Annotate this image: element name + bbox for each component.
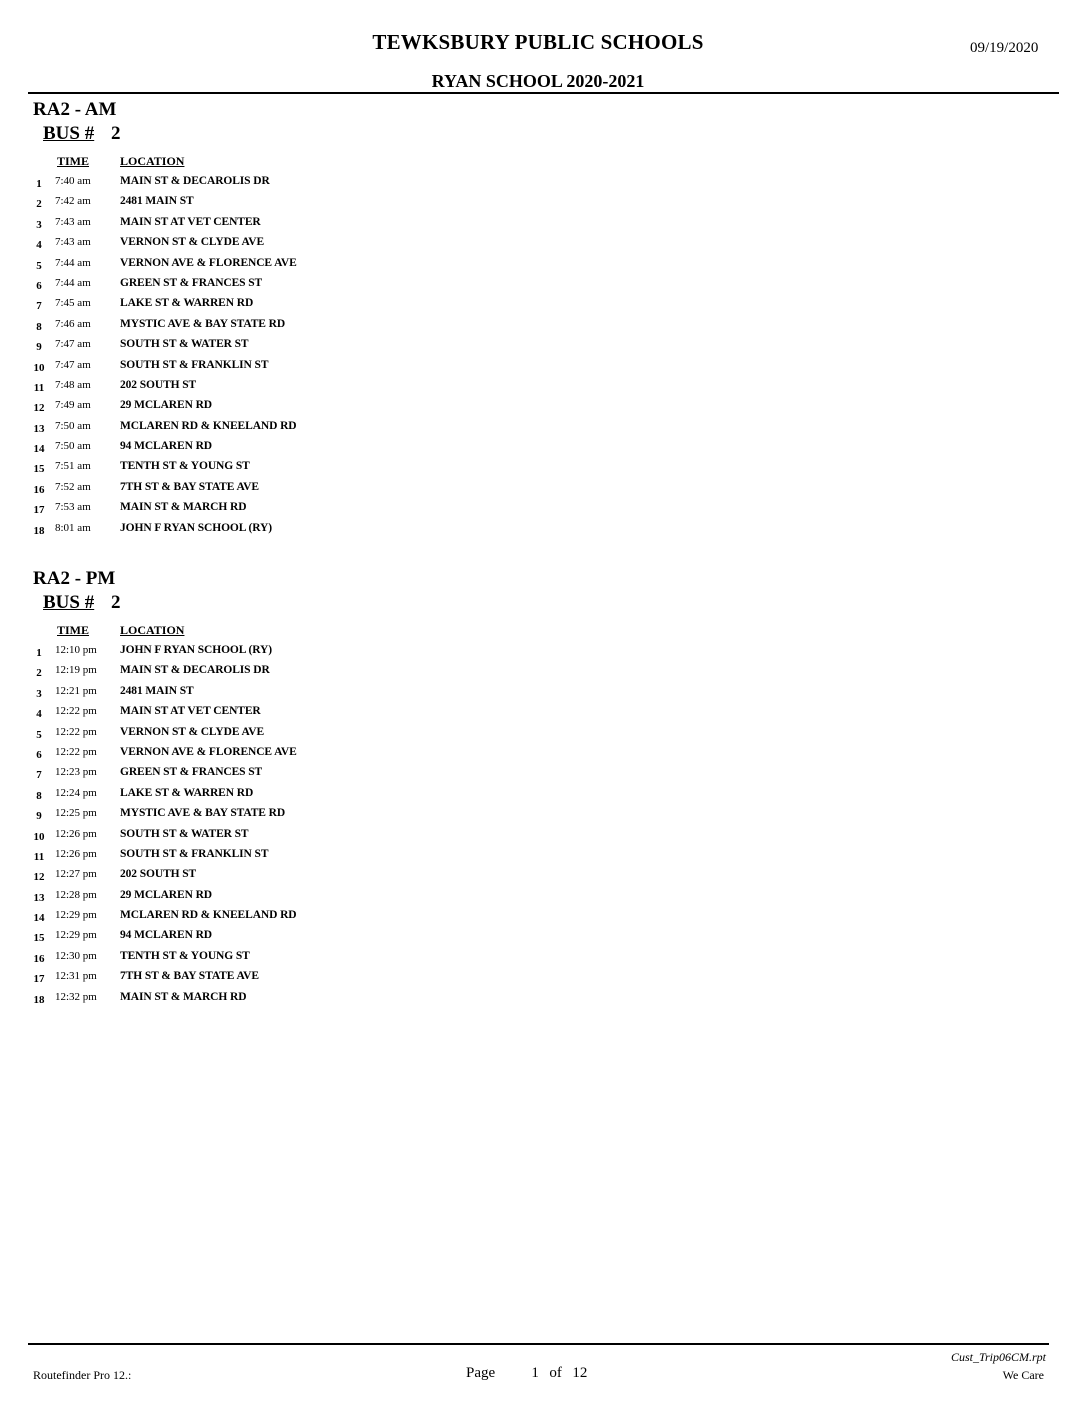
report-file-name: Cust_Trip06CM.rpt: [950, 1350, 1046, 1364]
stop-row: [33, 927, 733, 947]
stop-row: [33, 642, 733, 662]
stop-row: [33, 968, 733, 988]
stop-time: 12:25 pm: [55, 807, 97, 820]
stop-number: 10: [33, 830, 45, 843]
stop-time: 12:10 pm: [55, 644, 97, 656]
stop-row: [33, 907, 733, 927]
page-total: 12: [572, 1365, 588, 1381]
stop-time: 12:29 pm: [55, 909, 97, 922]
stop-row: [33, 989, 733, 1009]
stop-location: MAIN ST AT VET CENTER: [120, 705, 261, 718]
stop-time: 12:30 pm: [55, 949, 97, 962]
route-section-am: [33, 97, 733, 540]
stop-row: [33, 377, 733, 397]
stop-time: 12:22 pm: [55, 745, 97, 758]
stop-number: 13: [33, 891, 45, 904]
stop-number: 7: [36, 769, 42, 782]
stop-time: 12:23 pm: [55, 766, 97, 779]
stop-time: 7:43 am: [55, 236, 91, 249]
stop-time: 12:21 pm: [55, 684, 97, 697]
bus-line: [33, 592, 733, 619]
bus-number: 2: [111, 592, 121, 613]
stop-time: 12:26 pm: [55, 827, 97, 840]
page-indicator: [466, 1365, 587, 1382]
route-title: RA2 - PM: [33, 568, 116, 589]
stop-time: 7:40 am: [55, 175, 91, 187]
stop-time: 7:47 am: [55, 358, 91, 371]
footer-divider: [28, 1343, 1049, 1345]
stop-location: MAIN ST & MARCH RD: [120, 501, 247, 514]
stop-row: [33, 846, 733, 866]
stop-location: MCLAREN RD & KNEELAND RD: [120, 419, 297, 432]
column-headers: [33, 619, 733, 642]
stop-number: 2: [36, 198, 42, 211]
stop-row: [33, 887, 733, 907]
stop-location: 7TH ST & BAY STATE AVE: [120, 970, 259, 983]
stop-time: 12:24 pm: [55, 786, 97, 799]
stop-location: JOHN F RYAN SCHOOL (RY): [120, 644, 272, 656]
stop-number: 11: [33, 381, 45, 394]
stop-row: [33, 866, 733, 886]
page-current: 1: [531, 1365, 539, 1381]
stop-location: SOUTH ST & FRANKLIN ST: [120, 847, 269, 860]
stop-time: 7:50 am: [55, 440, 91, 453]
stop-location: SOUTH ST & WATER ST: [120, 338, 249, 351]
stop-location: 7TH ST & BAY STATE AVE: [120, 480, 259, 493]
stop-row: [33, 479, 733, 499]
stop-time: 7:43 am: [55, 215, 91, 228]
stop-time: 7:44 am: [55, 276, 91, 289]
stop-number: 18: [33, 524, 45, 537]
stop-time: 12:19 pm: [55, 664, 97, 677]
stop-location: GREEN ST & FRANCES ST: [120, 766, 263, 779]
stop-row: [33, 418, 733, 438]
stop-time: 8:01 am: [55, 521, 91, 534]
stop-location: GREEN ST & FRANCES ST: [120, 276, 263, 289]
stop-location: 202 SOUTH ST: [120, 868, 197, 881]
stop-number: 4: [36, 708, 42, 721]
location-column-header: LOCATION: [120, 623, 185, 637]
stop-location: MAIN ST & DECAROLIS DR: [120, 664, 270, 677]
stop-location: 94 MCLAREN RD: [120, 440, 212, 453]
stop-row: [33, 458, 733, 478]
stop-location: MAIN ST AT VET CENTER: [120, 215, 261, 228]
stop-time: 12:27 pm: [55, 868, 97, 881]
stop-number: 12: [33, 402, 45, 415]
stop-row: [33, 397, 733, 417]
stop-row: [33, 255, 733, 275]
page-of-label: of: [549, 1365, 562, 1381]
software-name: Routefinder Pro 12.:: [33, 1368, 132, 1382]
stop-location: MYSTIC AVE & BAY STATE RD: [120, 807, 286, 820]
stop-location: 29 MCLAREN RD: [120, 888, 212, 901]
stop-time: 7:44 am: [55, 256, 91, 269]
stop-row: [33, 234, 733, 254]
stop-number: 12: [33, 871, 45, 884]
stop-location: 2481 MAIN ST: [120, 195, 194, 208]
bus-number: 2: [111, 123, 121, 144]
stop-location: SOUTH ST & FRANKLIN ST: [120, 358, 269, 371]
stop-row: [33, 764, 733, 784]
stop-list: [33, 173, 733, 540]
stop-time: 7:52 am: [55, 480, 91, 493]
stop-number: 5: [36, 728, 42, 741]
stop-number: 2: [36, 667, 42, 680]
stop-time: 7:49 am: [55, 399, 91, 412]
stop-number: 5: [36, 259, 42, 272]
stop-number: 8: [36, 320, 42, 333]
stop-row: [33, 357, 733, 377]
stop-row: [33, 316, 733, 336]
stop-time: 12:31 pm: [55, 970, 97, 983]
stop-location: 2481 MAIN ST: [120, 684, 194, 697]
bus-label: BUS #: [43, 123, 95, 144]
stop-location: TENTH ST & YOUNG ST: [120, 949, 250, 962]
stop-list: [33, 642, 733, 1009]
stop-location: 29 MCLAREN RD: [120, 399, 212, 412]
route-title: RA2 - AM: [33, 99, 117, 120]
stop-row: [33, 193, 733, 213]
stop-location: VERNON ST & CLYDE AVE: [120, 236, 265, 249]
report-title: TEWKSBURY PUBLIC SCHOOLS: [372, 30, 704, 54]
location-column-header: LOCATION: [120, 154, 185, 168]
stop-location: VERNON AVE & FLORENCE AVE: [120, 745, 297, 758]
stop-time: 7:51 am: [55, 460, 91, 473]
stop-time: 12:22 pm: [55, 705, 97, 718]
stop-time: 7:42 am: [55, 195, 91, 208]
stop-row: [33, 785, 733, 805]
stop-row: [33, 662, 733, 682]
stop-number: 17: [33, 504, 45, 517]
stop-time: 7:46 am: [55, 317, 91, 330]
stop-number: 16: [33, 952, 45, 965]
stop-time: 7:47 am: [55, 338, 91, 351]
stop-number: 11: [33, 850, 45, 863]
stop-number: 6: [36, 748, 42, 761]
stop-location: LAKE ST & WARREN RD: [120, 786, 254, 799]
stop-location: MYSTIC AVE & BAY STATE RD: [120, 317, 286, 330]
stop-location: SOUTH ST & WATER ST: [120, 827, 249, 840]
stop-number: 7: [36, 300, 42, 313]
column-headers: [33, 150, 733, 173]
stop-location: VERNON AVE & FLORENCE AVE: [120, 256, 297, 269]
stop-number: 15: [33, 932, 45, 945]
stop-row: [33, 438, 733, 458]
stop-number: 14: [33, 912, 45, 925]
bus-label: BUS #: [43, 592, 95, 613]
stop-row: [33, 520, 733, 540]
stop-time: 12:29 pm: [55, 929, 97, 942]
time-column-header: TIME: [57, 154, 90, 168]
stop-row: [33, 275, 733, 295]
stop-number: 3: [36, 687, 42, 700]
stop-location: JOHN F RYAN SCHOOL (RY): [120, 521, 272, 534]
stop-number: 9: [36, 810, 42, 823]
stop-location: 202 SOUTH ST: [120, 378, 197, 391]
stop-time: 7:50 am: [55, 419, 91, 432]
stop-row: [33, 948, 733, 968]
stop-number: 1: [36, 178, 42, 190]
time-column-header: TIME: [57, 623, 90, 637]
stop-time: 7:45 am: [55, 297, 91, 310]
stop-time: 12:28 pm: [55, 888, 97, 901]
route-section-pm: [33, 566, 733, 1009]
stop-number: 9: [36, 341, 42, 354]
stop-location: MAIN ST & MARCH RD: [120, 990, 247, 1003]
stop-row: [33, 703, 733, 723]
stop-location: VERNON ST & CLYDE AVE: [120, 725, 265, 738]
stop-location: MAIN ST & DECAROLIS DR: [120, 175, 270, 187]
stop-time: 7:53 am: [55, 501, 91, 514]
stop-number: 10: [33, 361, 45, 374]
stop-row: [33, 214, 733, 234]
bus-line: [33, 123, 733, 150]
stop-row: [33, 336, 733, 356]
stop-number: 13: [33, 422, 45, 435]
stop-location: TENTH ST & YOUNG ST: [120, 460, 250, 473]
stop-number: 18: [33, 993, 45, 1006]
footer-slogan: We Care: [1002, 1368, 1044, 1382]
stop-number: 1: [36, 647, 42, 659]
stop-number: 6: [36, 279, 42, 292]
header-divider: [28, 92, 1059, 94]
stop-number: 16: [33, 483, 45, 496]
stop-number: 3: [36, 218, 42, 231]
stop-row: [33, 724, 733, 744]
stop-time: 7:48 am: [55, 378, 91, 391]
stop-location: 94 MCLAREN RD: [120, 929, 212, 942]
stop-number: 14: [33, 443, 45, 456]
stop-time: 12:26 pm: [55, 847, 97, 860]
stop-row: [33, 295, 733, 315]
stop-location: MCLAREN RD & KNEELAND RD: [120, 909, 297, 922]
stop-number: 8: [36, 789, 42, 802]
report-subtitle: RYAN SCHOOL 2020-2021: [431, 71, 645, 91]
stop-row: [33, 826, 733, 846]
stop-row: [33, 173, 733, 193]
stop-number: 17: [33, 973, 45, 986]
stop-row: [33, 744, 733, 764]
stop-time: 12:22 pm: [55, 725, 97, 738]
page-label: Page: [466, 1365, 496, 1381]
stop-number: 4: [36, 239, 42, 252]
stop-row: [33, 683, 733, 703]
stop-row: [33, 499, 733, 519]
stop-location: LAKE ST & WARREN RD: [120, 297, 254, 310]
stop-time: 12:32 pm: [55, 990, 97, 1003]
report-date: 09/19/2020: [970, 40, 1039, 56]
stop-row: [33, 805, 733, 825]
stop-number: 15: [33, 463, 45, 476]
